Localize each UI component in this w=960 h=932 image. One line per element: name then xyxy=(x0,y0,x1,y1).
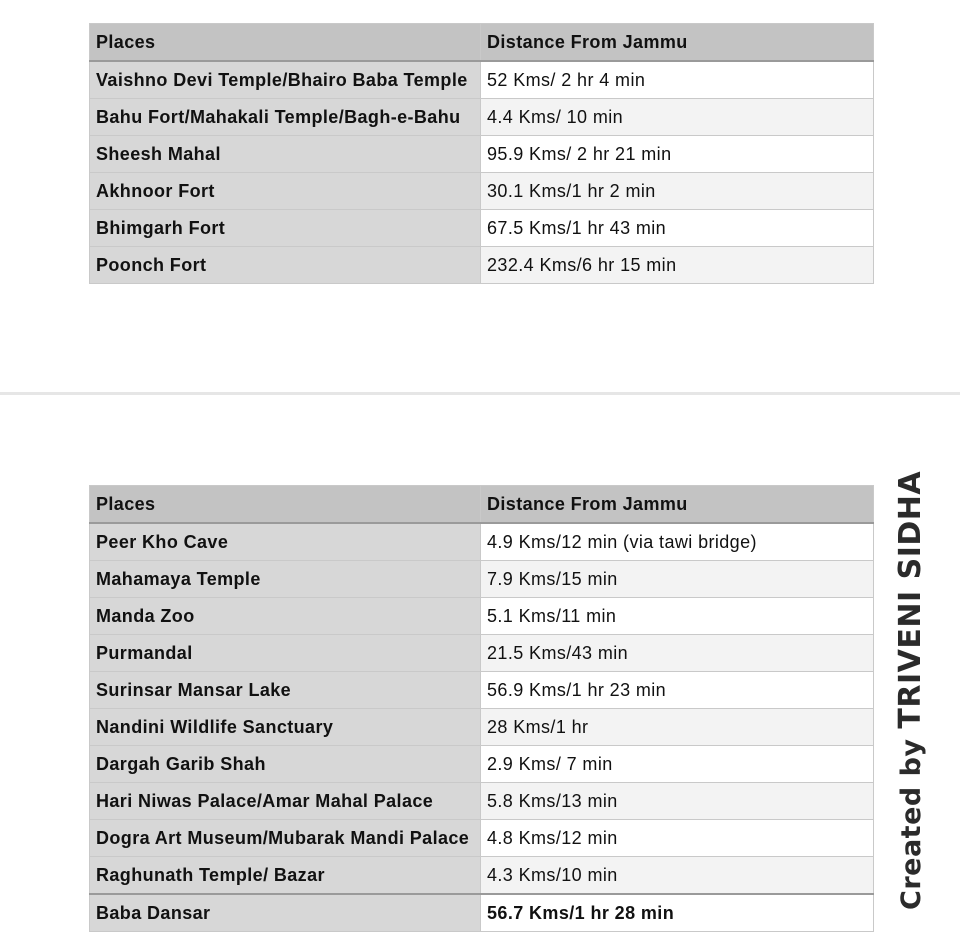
table-row xyxy=(90,598,874,635)
distance-cell: 30.1 Kms/1 hr 2 min xyxy=(481,173,874,210)
place-cell: Dogra Art Museum/Mubarak Mandi Palace xyxy=(90,820,481,857)
place-cell: Sheesh Mahal xyxy=(90,136,481,173)
distance-cell: 4.3 Kms/10 min xyxy=(481,857,874,895)
table-row xyxy=(90,210,874,247)
place-cell: Vaishno Devi Temple/Bhairo Baba Temple xyxy=(90,61,481,99)
distance-cell: 21.5 Kms/43 min xyxy=(481,635,874,672)
column-header-places: Places xyxy=(90,486,481,524)
table-row xyxy=(90,173,874,210)
column-header-distance: Distance From Jammu xyxy=(481,486,874,524)
place-cell: Manda Zoo xyxy=(90,598,481,635)
place-cell: Surinsar Mansar Lake xyxy=(90,672,481,709)
table-row xyxy=(90,561,874,598)
table-header-row xyxy=(90,486,874,524)
table-row xyxy=(90,820,874,857)
table-header-row xyxy=(90,24,874,62)
place-cell: Poonch Fort xyxy=(90,247,481,284)
table-row xyxy=(90,136,874,173)
table-row xyxy=(90,247,874,284)
place-cell: Akhnoor Fort xyxy=(90,173,481,210)
distance-table-1 xyxy=(89,23,874,284)
table-row xyxy=(90,61,874,99)
distance-cell: 5.8 Kms/13 min xyxy=(481,783,874,820)
distance-cell: 95.9 Kms/ 2 hr 21 min xyxy=(481,136,874,173)
place-cell: Dargah Garib Shah xyxy=(90,746,481,783)
creator-watermark xyxy=(893,470,928,910)
distance-cell: 4.8 Kms/12 min xyxy=(481,820,874,857)
table-row xyxy=(90,783,874,820)
distance-cell: 28 Kms/1 hr xyxy=(481,709,874,746)
distance-cell: 4.9 Kms/12 min (via tawi bridge) xyxy=(481,523,874,561)
place-cell: Bahu Fort/Mahakali Temple/Bagh-e-Bahu xyxy=(90,99,481,136)
column-header-places: Places xyxy=(90,24,481,62)
table-row xyxy=(90,635,874,672)
distance-cell: 232.4 Kms/6 hr 15 min xyxy=(481,247,874,284)
column-header-distance: Distance From Jammu xyxy=(481,24,874,62)
table-row xyxy=(90,746,874,783)
distance-cell: 56.9 Kms/1 hr 23 min xyxy=(481,672,874,709)
distance-cell: 7.9 Kms/15 min xyxy=(481,561,874,598)
distance-cell: 4.4 Kms/ 10 min xyxy=(481,99,874,136)
watermark-prefix: Created by xyxy=(896,728,927,910)
place-cell: Raghunath Temple/ Bazar xyxy=(90,857,481,895)
table-row xyxy=(90,709,874,746)
distance-cell: 56.7 Kms/1 hr 28 min xyxy=(481,894,874,932)
place-cell: Hari Niwas Palace/Amar Mahal Palace xyxy=(90,783,481,820)
table-row xyxy=(90,857,874,895)
distance-cell: 2.9 Kms/ 7 min xyxy=(481,746,874,783)
place-cell: Baba Dansar xyxy=(90,894,481,932)
place-cell: Nandini Wildlife Sanctuary xyxy=(90,709,481,746)
watermark-name: TRIVENI SIDHA xyxy=(893,470,928,729)
table-row xyxy=(90,894,874,932)
place-cell: Purmandal xyxy=(90,635,481,672)
table-row xyxy=(90,523,874,561)
distance-table-2 xyxy=(89,485,874,932)
place-cell: Bhimgarh Fort xyxy=(90,210,481,247)
distance-cell: 5.1 Kms/11 min xyxy=(481,598,874,635)
distance-cell: 52 Kms/ 2 hr 4 min xyxy=(481,61,874,99)
table-row xyxy=(90,99,874,136)
page-divider xyxy=(0,392,960,395)
place-cell: Peer Kho Cave xyxy=(90,523,481,561)
table-row xyxy=(90,672,874,709)
distance-cell: 67.5 Kms/1 hr 43 min xyxy=(481,210,874,247)
place-cell: Mahamaya Temple xyxy=(90,561,481,598)
